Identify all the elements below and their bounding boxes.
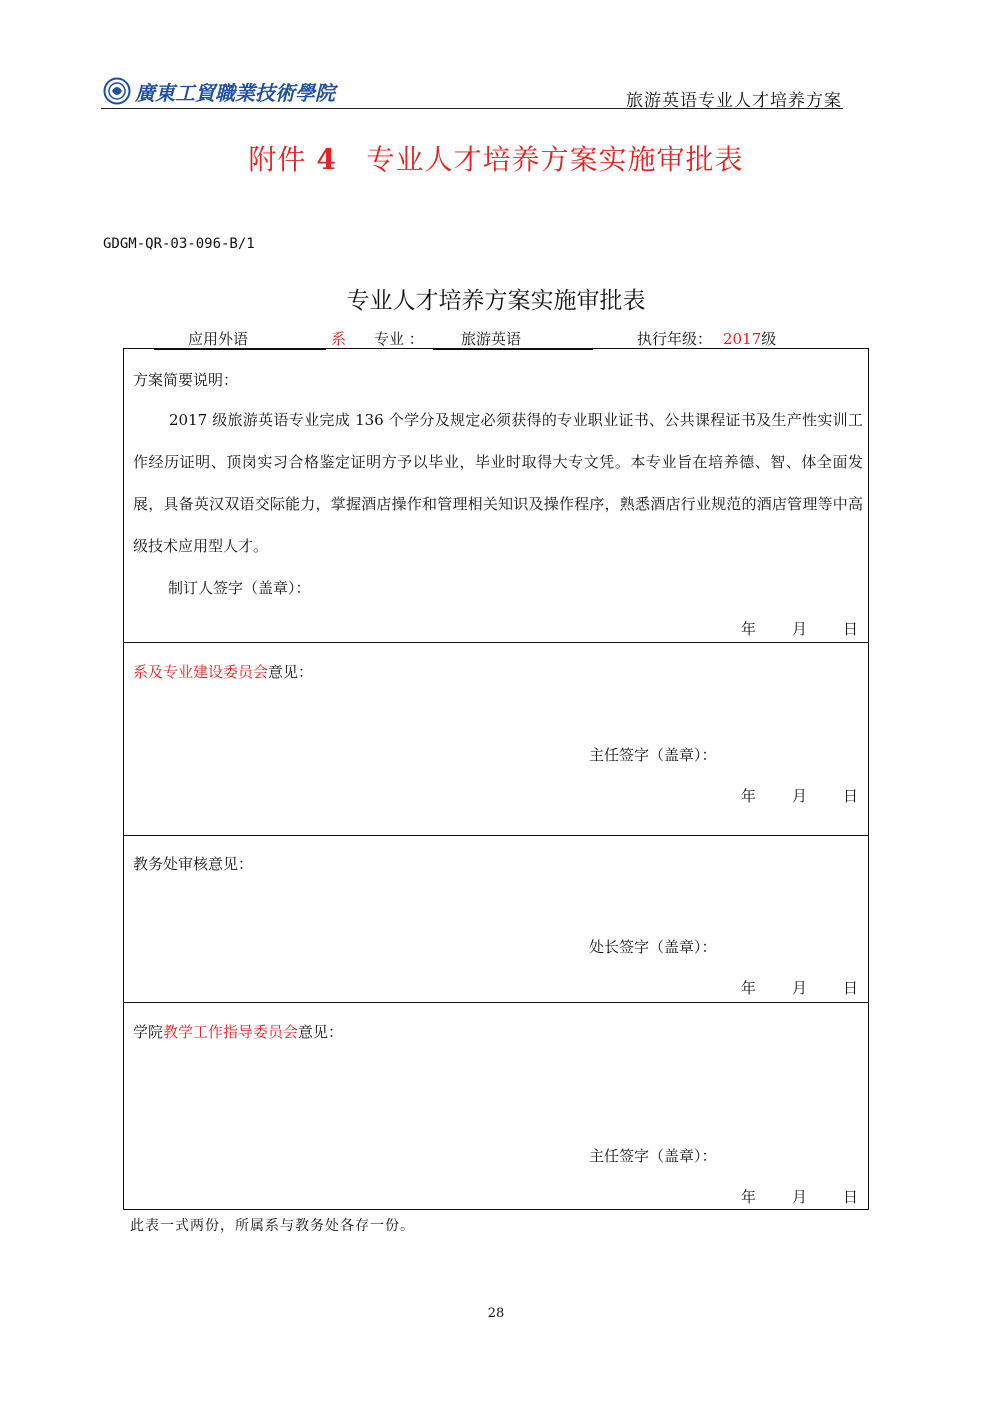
- date-day: 日: [842, 620, 858, 638]
- row-divider: [124, 1002, 868, 1003]
- date-day: 日: [842, 787, 858, 805]
- annex-number: 4: [316, 143, 337, 176]
- committee-signature: 主任签字（盖章）：: [589, 746, 717, 764]
- date-day: 日: [842, 979, 858, 997]
- grade-value: 2017: [723, 330, 762, 348]
- college-label: [133, 1021, 343, 1042]
- department-value: 应用外语: [154, 328, 326, 350]
- summary-text: 2017 级旅游英语专业完成 136 个学分及规定必须获得的专业职业证书、公共课程证书及生产性实训工作经历证明、顶岗实习合格鉴定证明方予以毕业，毕业时取得大专文凭。本专业旨在培养德、智、体全面发展，具备英汉双语交际能力，掌握酒店操作和管理相关知识及操作程序，熟悉酒店行业规范的酒店管理等中高级技术应用型人才。: [133, 411, 863, 555]
- college-emblem-icon: [103, 77, 131, 105]
- grade-field: [723, 328, 776, 349]
- committee-date: [741, 785, 858, 806]
- date-month: 月: [791, 787, 807, 805]
- grade-label: 执行年级：: [637, 330, 713, 348]
- footnote: 此表一式两份，所属系与教务处各存一份。: [130, 1218, 415, 1234]
- committee-label-red: 系及专业建设委员会: [133, 663, 269, 681]
- annex-title-text: 专业人才培养方案实施审批表: [366, 143, 744, 176]
- approval-table: [123, 348, 869, 1210]
- annex-prefix: 附件: [248, 143, 307, 176]
- document-code: GDGM-QR-03-096-B/1: [103, 236, 255, 252]
- row-divider: [124, 642, 868, 643]
- drafter-signature: 制订人签字（盖章）：: [168, 579, 311, 597]
- academic-label: 教务处审核意见：: [133, 855, 254, 873]
- date-day: 日: [842, 1188, 858, 1206]
- academic-signature: 处长签字（盖章）：: [589, 938, 717, 956]
- date-month: 月: [791, 979, 807, 997]
- academic-date: [741, 977, 858, 998]
- committee-label: [133, 661, 313, 682]
- page-number: 28: [487, 1306, 505, 1321]
- department-field: [154, 328, 326, 350]
- header-doc-title: 旅游英语专业人才培养方案: [626, 91, 842, 111]
- date-year: 年: [740, 787, 756, 805]
- header-rule: [101, 108, 843, 109]
- summary-date: [741, 618, 858, 639]
- college-signature: 主任签字（盖章）：: [589, 1147, 717, 1165]
- major-field: [433, 328, 593, 350]
- row-divider: [124, 835, 868, 836]
- major-label: 专业 ：: [374, 330, 424, 348]
- date-year: 年: [740, 979, 756, 997]
- date-year: 年: [740, 620, 756, 638]
- major-value: 旅游英语: [433, 328, 593, 350]
- department-suffix: 系: [331, 330, 347, 348]
- date-year: 年: [740, 1188, 756, 1206]
- college-label-prefix: 学院: [133, 1023, 164, 1041]
- committee-label-rest: 意见：: [268, 663, 314, 681]
- date-month: 月: [791, 620, 807, 638]
- college-label-red: 教学工作指导委员会: [163, 1023, 299, 1041]
- college-logo: [103, 74, 335, 108]
- annex-title: [0, 138, 992, 178]
- grade-suffix: 级: [761, 330, 777, 348]
- summary-label: 方案简要说明：: [133, 371, 239, 389]
- logo-text: 廣東工貿職業技術學院: [135, 80, 335, 105]
- college-date: [741, 1186, 858, 1207]
- form-title: 专业人才培养方案实施审批表: [346, 288, 646, 314]
- college-label-rest: 意见：: [298, 1023, 344, 1041]
- date-month: 月: [791, 1188, 807, 1206]
